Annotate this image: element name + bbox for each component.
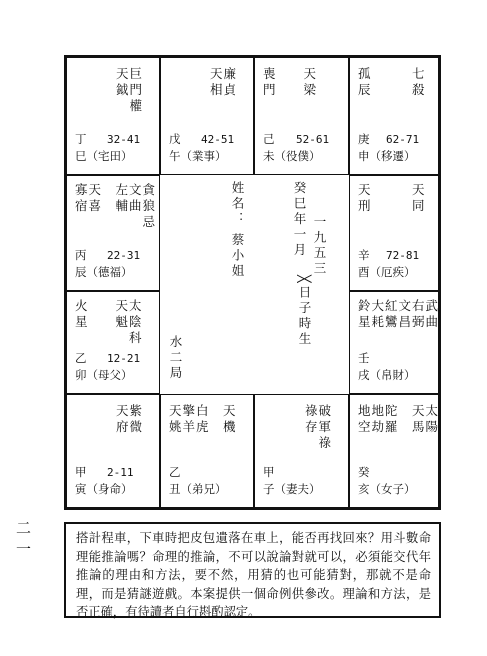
star-row: 天巨 [115,66,143,81]
heavenly-stem: 乙 [169,465,181,479]
palace-branch: 亥（女子） [358,482,416,496]
star-row: 刑 同 [358,198,426,213]
star-row: 天擎白 天 [169,403,237,418]
page-number: 二一 [14,520,32,562]
palace-branch: 卯（母父） [75,368,133,382]
palace-you [349,175,439,291]
birth-lunar-date: 癸巳年一月 [292,181,307,259]
age-range: 22-31 [107,249,141,262]
palace-branch: 丑（弟兄） [169,482,227,496]
birth-day-hour: ╳日子時生 [297,275,312,348]
element-bureau: 水二局 [168,335,183,382]
palace-stars [116,66,143,114]
star-row: 喪 天 [263,66,318,81]
heavenly-stem: 己 [263,132,275,146]
palace-stem-ages [358,351,370,366]
heavenly-stem: 甲 [263,465,275,479]
palace-stars [305,403,332,451]
star-row: 忌 [75,214,157,229]
age-range: 72-81 [386,249,420,262]
palace-branch: 酉（厄疾） [358,265,416,279]
star-row: 府微 [115,419,143,434]
star-row: 祿破 [304,403,332,418]
palace-stars [210,66,237,98]
palace-branch: 戌（帛財） [358,368,416,382]
palace-si [66,57,160,175]
palace-branch: 寅（身命） [75,482,133,496]
heavenly-stem: 戊 [169,132,181,146]
star-row: 鈴大紅文右武 [358,298,440,313]
palace-yin [66,394,160,508]
star-row: 天紫 [115,403,143,418]
star-row: 祿 [318,435,332,450]
palace-stars [169,403,237,435]
palace-branch: 申（移遷） [358,149,416,163]
star-row: 鉞門 [115,82,143,97]
palace-stars [358,403,439,435]
heavenly-stem: 甲 [75,465,87,479]
palace-stem-ages [358,465,370,480]
age-range: 42-51 [201,133,235,146]
palace-wei [254,57,349,175]
star-row: 天 天 [358,182,426,197]
palace-stars [358,298,439,330]
star-row: 星 魁陰 [75,314,143,329]
palace-stem-ages [263,132,330,147]
age-range: 12-21 [107,352,141,365]
palace-branch: 未（役僕） [263,149,321,163]
star-row: 科 [75,330,143,345]
star-row: 姚羊虎 機 [169,419,237,434]
palace-hai [349,394,439,508]
star-row: 相貞 [209,82,237,97]
palace-stem-ages [263,465,275,480]
star-row: 權 [129,98,143,113]
heavenly-stem: 辛 [358,248,370,262]
palace-stars [75,182,156,230]
palace-stem-ages [75,465,134,480]
star-row: 地地陀 天太 [358,403,440,418]
palace-stem-ages [358,132,420,147]
star-row: 空劫羅 馬陽 [358,419,440,434]
palace-stars [116,403,143,435]
palace-stars [263,66,317,98]
name-label: 姓名： [230,181,245,228]
star-row: 火 天太 [75,298,143,313]
age-range: 52-61 [296,133,330,146]
age-range: 2-11 [107,466,134,479]
heavenly-stem: 癸 [358,465,370,479]
ziwei-chart [64,55,441,510]
age-range: 62-71 [386,133,420,146]
palace-stem-ages [75,132,141,147]
palace-branch: 午（業事） [169,149,227,163]
heavenly-stem: 壬 [358,351,370,365]
palace-xu [349,291,439,394]
palace-branch: 子（妻夫） [263,482,321,496]
palace-stars [75,298,143,346]
star-row: 宿喜 輔曲狼 [75,198,157,213]
chart-center [160,175,349,394]
palace-stars [358,66,426,98]
heavenly-stem: 乙 [75,351,87,365]
case-note: 搭計程車，下車時把皮包遺落在車上，能否再找回來？用斗數命理能推論嗎？命理的推論，不可以說論對就可以，必須能交代年推論的理由和方法，要不然，用猜的也可能猜對，那就不是命理，而是猜謎遊戲。本案提供一個命例供參改。理論和方法，是否正確，有待讀者自行斟酌認定。 [64,522,441,618]
age-range: 32-41 [107,133,141,146]
star-row: 孤 七 [358,66,426,81]
palace-shen [349,57,439,175]
palace-branch: 辰（德福） [75,265,133,279]
palace-zi [254,394,349,508]
palace-chen [66,175,160,291]
palace-stem-ages [75,248,141,263]
palace-stars [358,182,426,214]
star-row: 星耗鸞昌弼曲 [358,314,440,329]
star-row: 存軍 [304,419,332,434]
heavenly-stem: 庚 [358,132,370,146]
palace-branch: 巳（宅田） [75,149,133,163]
star-row: 門 梁 [263,82,318,97]
palace-stem-ages [75,351,141,366]
star-row: 辰 殺 [358,82,426,97]
palace-mao [66,291,160,394]
palace-stem-ages [169,132,235,147]
person-name: 蔡小姐 [230,233,245,280]
palace-wu [160,57,254,175]
palace-stem-ages [358,248,420,263]
heavenly-stem: 丙 [75,248,87,262]
palace-chou [160,394,254,508]
palace-stem-ages [169,465,181,480]
star-row: 寡天 左文貪 [75,182,157,197]
heavenly-stem: 丁 [75,132,87,146]
birth-year: 一九五三 [312,215,327,277]
star-row: 天廉 [209,66,237,81]
